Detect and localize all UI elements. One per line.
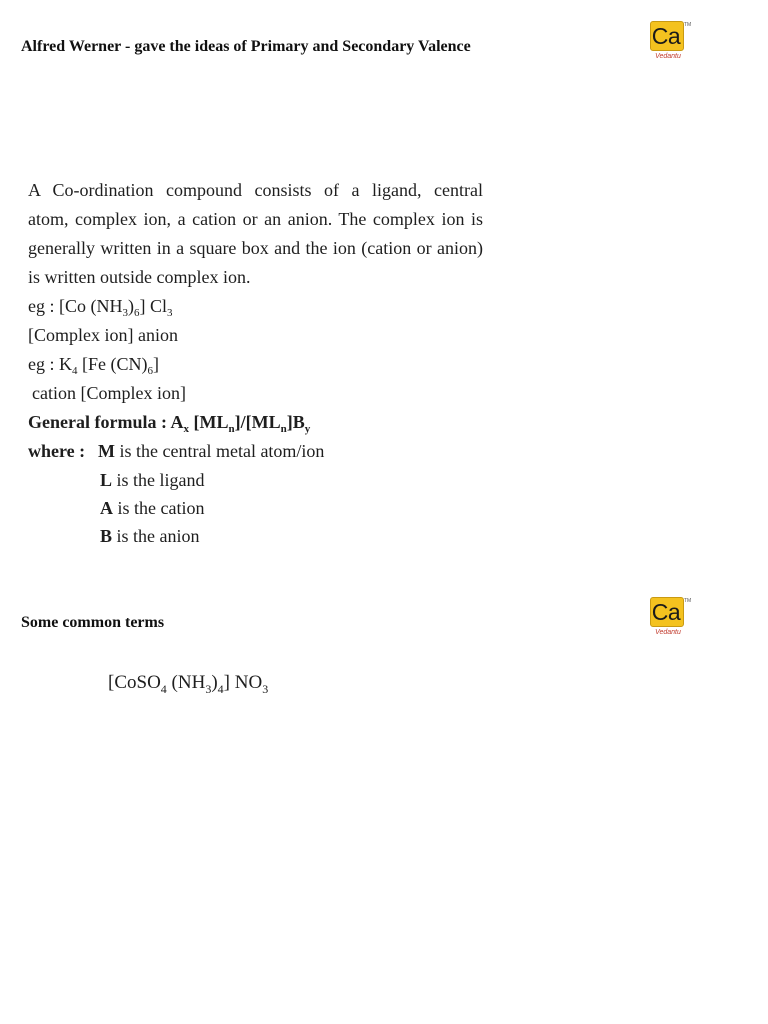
- example-2-formula: eg : $K_4$ [Fe $(CN)_6$]: [28, 354, 159, 377]
- logo-tm: TM: [684, 598, 692, 604]
- paragraph-line: A Co-ordination compound consists of a ligand, central: [28, 180, 483, 200]
- page-heading: Alfred Werner - gave the ideas of Primary and Secondary Valence: [21, 38, 471, 55]
- coordination-compound-block: [28, 176, 483, 550]
- example-1-formula: eg : [Co $(NH_3)_6$] $Cl_3$: [28, 296, 173, 319]
- definition-row-b: B is the anion: [100, 526, 200, 546]
- general-formula: General formula : $A_x$ $[ML_n]/[ML_n]B_y$: [28, 412, 311, 435]
- paragraph-line: is written outside complex ion.: [28, 267, 251, 287]
- section-heading-common-terms: Some common terms: [21, 614, 165, 631]
- logo-text: Ca: [651, 23, 681, 49]
- vedantu-logo: [644, 597, 694, 643]
- definition-row-m: where : M is the central metal atom/ion: [28, 437, 483, 466]
- definition-row-l: L is the ligand: [100, 470, 205, 490]
- example-2-description: cation [Complex ion]: [32, 383, 186, 403]
- complex-formula-example: [CoSO$_4$ $(NH_3)_4$] $NO_3$: [108, 672, 269, 696]
- definition-row-a: A is the cation: [100, 498, 205, 518]
- logo-subtext: Vedantu: [655, 53, 681, 60]
- paragraph-line: atom, complex ion, a cation or an anion. The complex ion is: [28, 209, 483, 229]
- where-label: where :: [28, 441, 86, 461]
- paragraph-line: generally written in a square box and the ion (cation or anion): [28, 238, 483, 258]
- vedantu-logo: [644, 21, 694, 67]
- logo-subtext: Vedantu: [655, 629, 681, 636]
- logo-text: Ca: [651, 599, 681, 625]
- logo-tm: TM: [684, 22, 692, 28]
- example-1-description: [Complex ion] anion: [28, 325, 178, 345]
